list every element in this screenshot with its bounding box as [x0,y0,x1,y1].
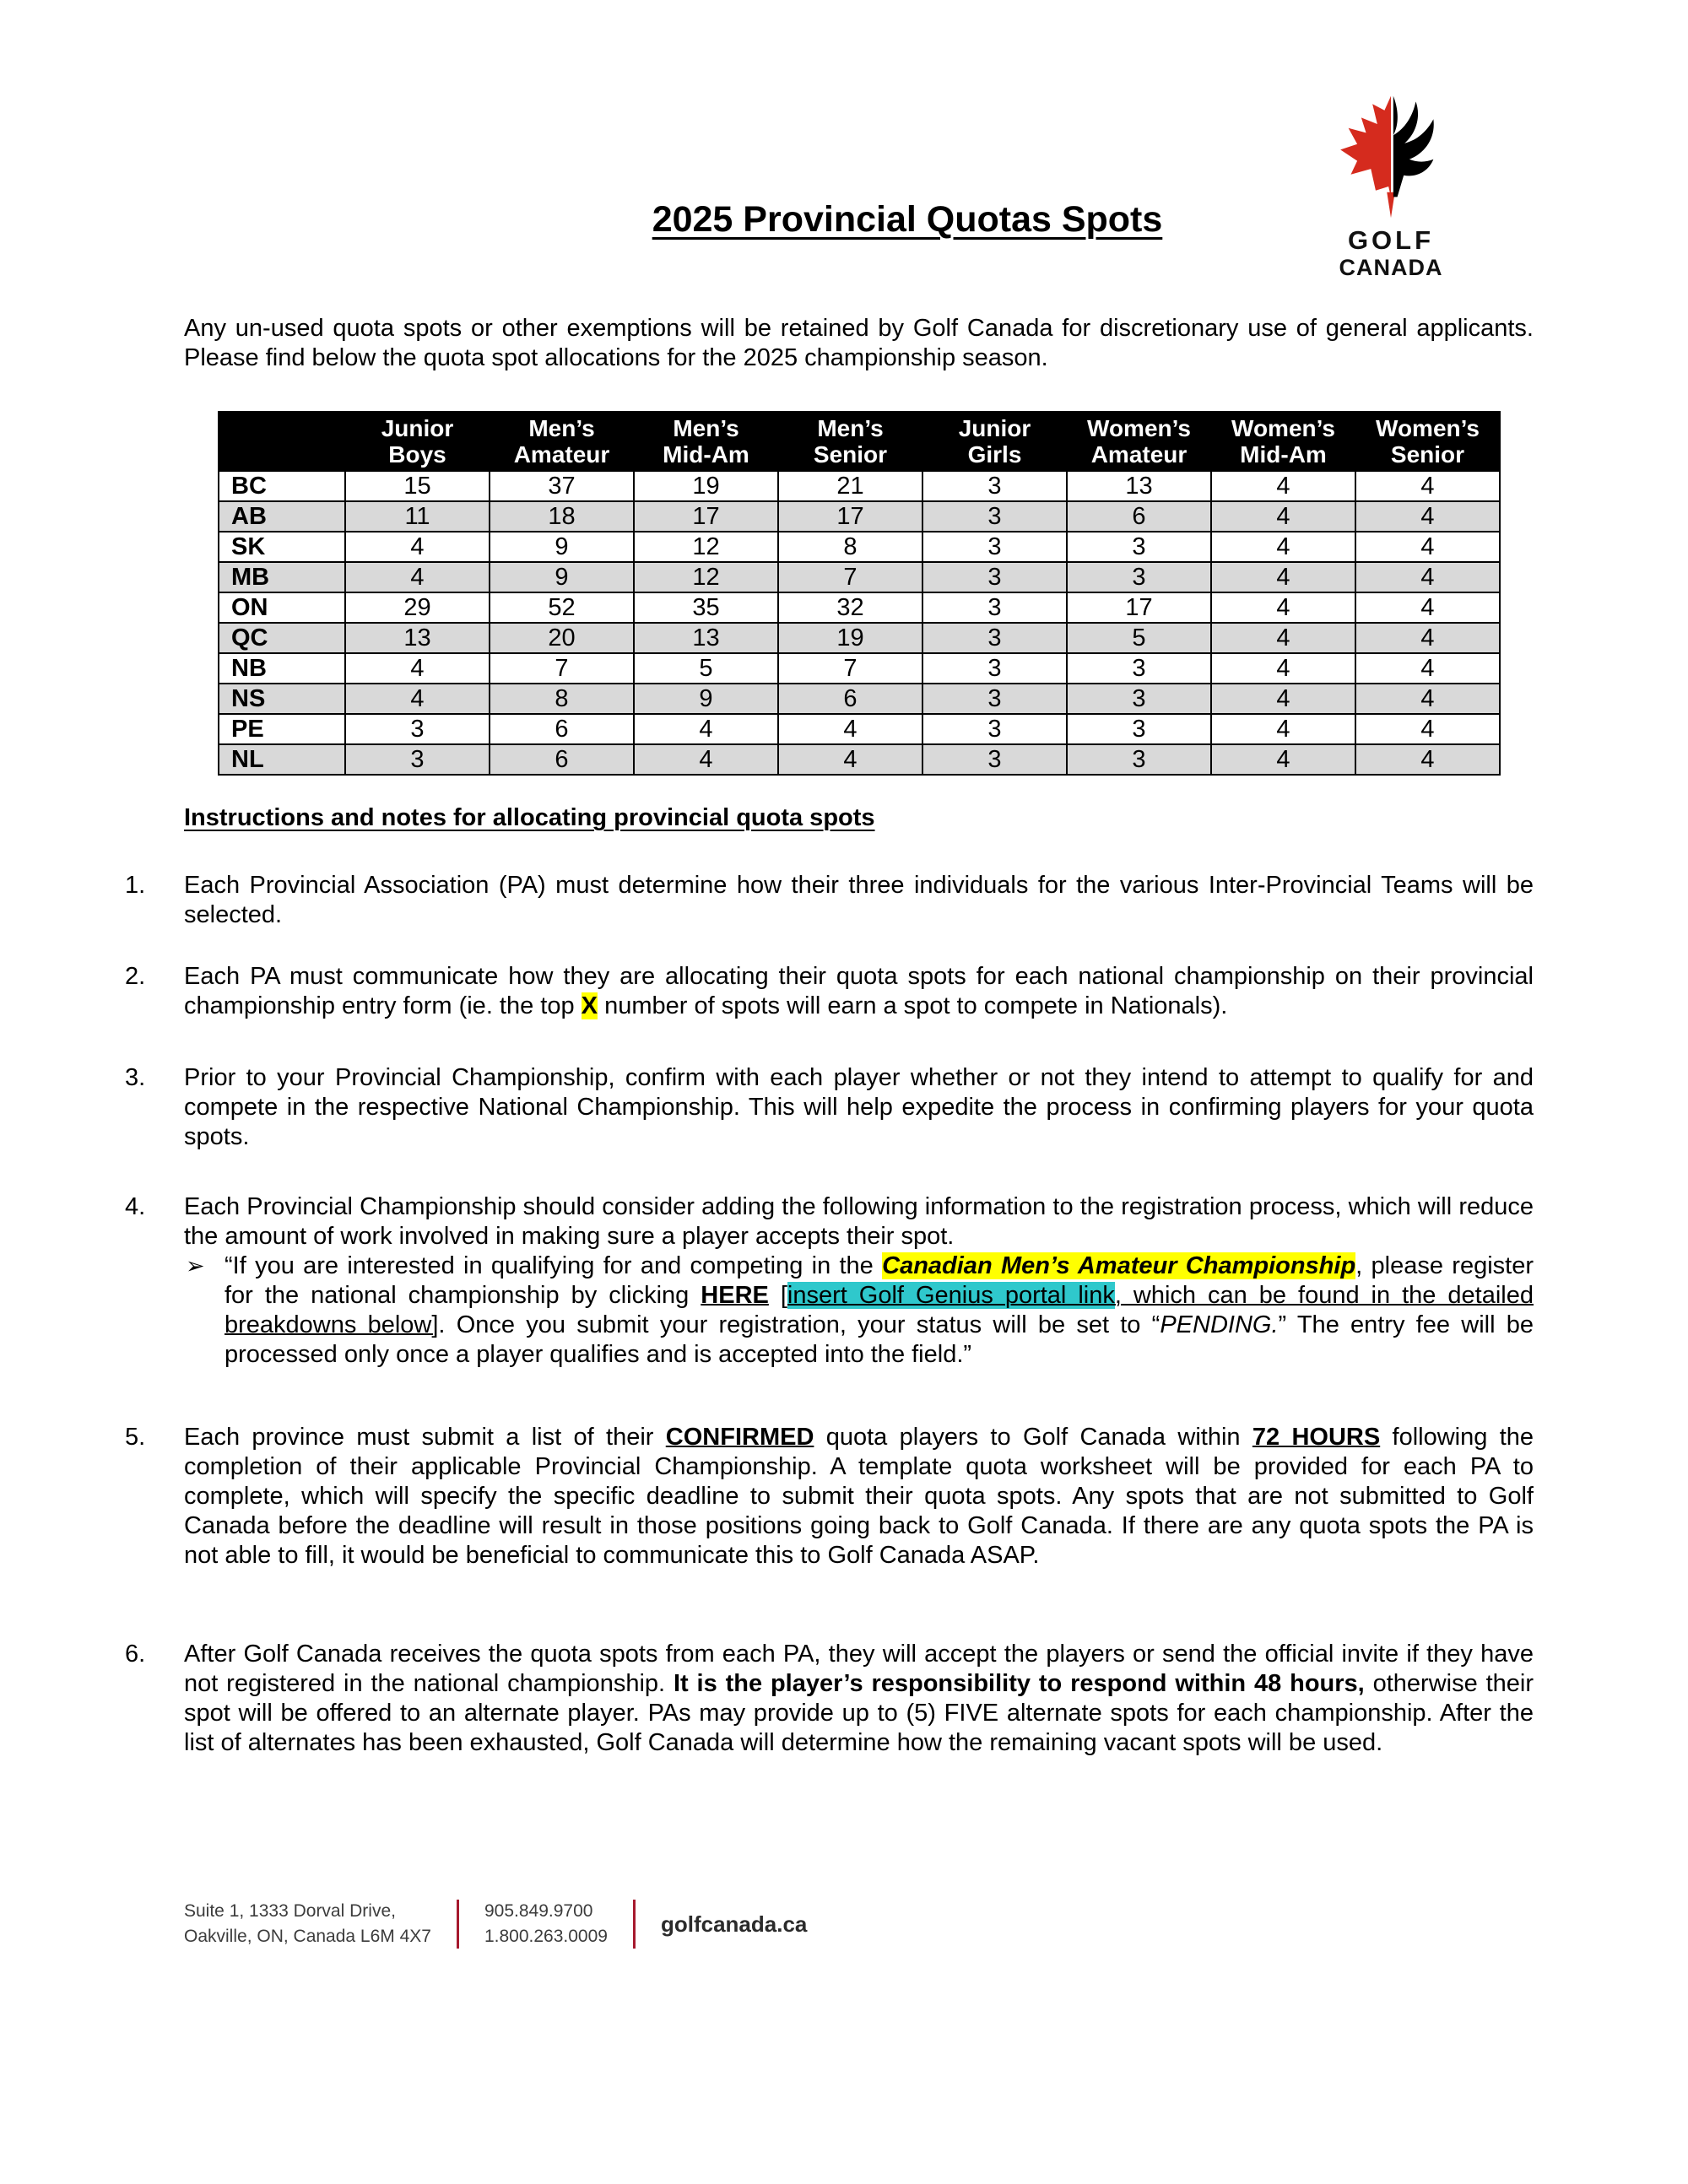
quota-cell: 4 [1211,471,1355,501]
quota-cell: 3 [345,714,490,744]
column-header: Junior Boys [345,412,490,471]
quota-table [218,411,1501,776]
text-segment: [ [768,1282,787,1309]
table-row [219,714,1500,744]
quota-cell: 18 [490,501,634,532]
text-segment: PENDING. [1160,1311,1279,1338]
instruction-item-4 [125,1192,1534,1370]
quota-cell: 20 [490,623,634,653]
item-number: 5. [125,1424,146,1451]
footer [184,1899,807,1949]
quota-cell: 4 [1211,532,1355,562]
logo-text-golf: GOLF [1347,225,1435,255]
quota-cell: 9 [490,532,634,562]
quota-cell: 6 [1067,501,1211,532]
text-segment: Each PA must communicate how they are allocating their quota spots for each national championship on their provincial championship entry form (ie. the top [184,963,1534,1019]
item-text [184,1640,1534,1758]
quota-cell: 6 [778,684,922,714]
text-segment: It is the player’s responsibility to respond within 48 hours, [673,1670,1365,1697]
quota-cell: 4 [1355,714,1500,744]
quota-cell: 9 [634,684,778,714]
text-segment: Canadian Men’s Amateur Championship [882,1252,1356,1279]
quota-cell: 32 [778,592,922,623]
text-segment: , which can be found in the detailed breakdowns below] [225,1282,1534,1338]
quota-cell: 4 [778,744,922,775]
quota-cell: 3 [1067,653,1211,684]
column-header: Men’s Amateur [490,412,634,471]
instructions-heading: Instructions and notes for allocating provincial quota spots [184,804,875,831]
quota-cell: 7 [778,562,922,592]
quota-cell: 3 [1067,532,1211,562]
quota-cell: 21 [778,471,922,501]
text-segment: Each province must submit a list of their [184,1424,666,1451]
quota-cell: 4 [1211,653,1355,684]
quota-cell: 17 [778,501,922,532]
quota-cell: 4 [345,684,490,714]
footer-divider [457,1900,459,1949]
item-number: 2. [125,963,146,990]
quota-cell: 5 [634,653,778,684]
footer-divider [633,1900,636,1949]
text-segment: Each Provincial Association (PA) must determine how their three individuals for the various Inter-Provincial Teams will be selected. [184,872,1534,928]
quota-cell: 4 [1211,501,1355,532]
footer-phone1: 905.849.9700 [484,1901,593,1921]
quota-cell: 3 [922,623,1067,653]
text-segment: “If you are interested in qualifying for and competing in the [225,1252,883,1279]
quota-cell: 7 [490,653,634,684]
quota-cell: 4 [345,653,490,684]
item-text [184,871,1534,930]
quota-cell: 4 [634,744,778,775]
quota-cell: 3 [922,501,1067,532]
text-segment: ” The entry fee will be processed only once a player qualifies and is accepted into the field.” [225,1311,1534,1368]
quota-cell: 3 [922,592,1067,623]
quota-cell: 6 [490,744,634,775]
quota-cell: 17 [634,501,778,532]
text-segment: After Golf Canada receives the quota spots from each PA, they will accept the players or send the official invite if they have not registered in the national championship. [184,1641,1534,1697]
quota-cell: 6 [490,714,634,744]
table-row [219,623,1500,653]
quota-cell: 4 [1211,562,1355,592]
quota-cell: 13 [634,623,778,653]
quota-cell: 4 [1355,532,1500,562]
province-cell: AB [219,501,345,532]
text-segment: X [581,992,598,1019]
sub-bullet-text [225,1252,1534,1368]
instruction-item-3 [125,1063,1534,1152]
quota-cell: 3 [922,653,1067,684]
quota-cell: 3 [922,562,1067,592]
text-segment: Prior to your Provincial Championship, confirm with each player whether or not they intend to attempt to qualify for and compete in the respective National Championship. This will help expedite the process in confirming players for your quota spots. [184,1064,1534,1150]
table-row [219,653,1500,684]
footer-phones [484,1899,608,1949]
golf-genius-link-placeholder[interactable]: insert Golf Genius portal link [787,1282,1115,1309]
table-header-row [219,412,1500,471]
quota-cell: 4 [634,714,778,744]
item-text [184,1192,1534,1251]
footer-address [184,1899,431,1949]
quota-cell: 4 [1355,653,1500,684]
province-cell: BC [219,471,345,501]
quota-cell: 7 [778,653,922,684]
instruction-item-2 [125,962,1534,1021]
quota-cell: 3 [1067,744,1211,775]
text-segment: following the completion of their applicable Provincial Championship. A template quota worksheet will be provided for each PA to complete, which will specify the specific deadline to submit their quota spots. Any spots that are not submitted to Golf Canada before the deadline will result in those positions going back to Golf Canada. If there are any quota spots the PA is not able to fill, it would be beneficial to communicate this to Golf Canada ASAP. [184,1424,1534,1569]
province-cell: SK [219,532,345,562]
province-cell: MB [219,562,345,592]
quota-cell: 8 [778,532,922,562]
province-cell: NB [219,653,345,684]
text-segment: quota players to Golf Canada within [814,1424,1252,1451]
table-row [219,684,1500,714]
table-row [219,501,1500,532]
footer-website[interactable]: golfcanada.ca [660,1911,808,1937]
table-row [219,744,1500,775]
quota-cell: 19 [634,471,778,501]
quota-cell: 19 [778,623,922,653]
item-4-sub-bullet [184,1251,1534,1370]
quota-cell: 12 [634,562,778,592]
quota-cell: 17 [1067,592,1211,623]
page-title: 2025 Provincial Quotas Spots [652,199,1163,240]
quota-cell: 3 [922,532,1067,562]
column-header: Women’s Amateur [1067,412,1211,471]
quota-cell: 13 [345,623,490,653]
quota-cell: 3 [1067,684,1211,714]
item-text [184,1423,1534,1570]
quota-cell: 4 [1211,592,1355,623]
quota-cell: 11 [345,501,490,532]
instruction-item-1 [125,871,1534,930]
instruction-item-6 [125,1640,1534,1758]
quota-table-body [219,471,1500,775]
text-segment: , please register for the national championship by clicking [225,1252,1534,1309]
table-row [219,471,1500,501]
quota-cell: 4 [1211,744,1355,775]
quota-cell: 4 [1211,714,1355,744]
quota-cell: 4 [1211,623,1355,653]
quota-cell: 35 [634,592,778,623]
golf-canada-logo [1307,84,1475,280]
item-number: 3. [125,1064,146,1091]
quota-cell: 4 [1211,684,1355,714]
instruction-item-5 [125,1423,1534,1570]
quota-cell: 13 [1067,471,1211,501]
logo-text-canada: CANADA [1339,255,1443,280]
item-number: 1. [125,872,146,899]
here-link[interactable]: HERE [701,1282,769,1309]
footer-address-line1: Suite 1, 1333 Dorval Drive, [184,1901,396,1921]
quota-cell: 3 [345,744,490,775]
corner-cell [219,412,345,471]
bullet-arrow-icon: ➢ [186,1253,205,1279]
column-header: Men’s Mid-Am [634,412,778,471]
quota-cell: 4 [345,532,490,562]
quota-cell: 4 [1355,562,1500,592]
quota-cell: 3 [1067,714,1211,744]
province-cell: ON [219,592,345,623]
column-header: Men’s Senior [778,412,922,471]
column-header: Junior Girls [922,412,1067,471]
quota-cell: 29 [345,592,490,623]
quota-cell: 4 [345,562,490,592]
quota-cell: 3 [1067,562,1211,592]
quota-cell: 3 [922,471,1067,501]
province-cell: NL [219,744,345,775]
text-segment: . Once you submit your registration, your status will be set to “ [438,1311,1160,1338]
text-segment: 72 HOURS [1252,1424,1381,1451]
province-cell: NS [219,684,345,714]
quota-cell: 4 [778,714,922,744]
footer-phone2: 1.800.263.0009 [484,1927,608,1946]
quota-cell: 37 [490,471,634,501]
quota-cell: 3 [922,684,1067,714]
quota-cell: 4 [1355,501,1500,532]
quota-cell: 9 [490,562,634,592]
quota-cell: 5 [1067,623,1211,653]
table-row [219,592,1500,623]
footer-address-line2: Oakville, ON, Canada L6M 4X7 [184,1927,431,1946]
quota-cell: 15 [345,471,490,501]
quota-cell: 4 [1355,592,1500,623]
text-segment: CONFIRMED [665,1424,814,1451]
quota-cell: 3 [922,714,1067,744]
quota-cell: 8 [490,684,634,714]
text-segment: otherwise their spot will be offered to an alternate player. PAs may provide up to (5) FIVE alternate spots for each championship. After the list of alternates has been exhausted, Golf Canada will determine how the remaining vacant spots will be used. [184,1670,1534,1756]
text-segment: Each Provincial Championship should consider adding the following information to the registration process, which will reduce the amount of work involved in making sure a player accepts their spot. [184,1193,1534,1250]
item-number: 6. [125,1641,146,1668]
province-cell: QC [219,623,345,653]
table-row [219,532,1500,562]
item-text [184,1063,1534,1152]
quota-cell: 4 [1355,623,1500,653]
quota-cell: 4 [1355,744,1500,775]
province-cell: PE [219,714,345,744]
item-number: 4. [125,1193,146,1220]
table-row [219,562,1500,592]
text-segment: number of spots will earn a spot to compete in Nationals). [598,992,1228,1019]
column-header: Women’s Senior [1355,412,1500,471]
quota-cell: 3 [922,744,1067,775]
quota-cell: 4 [1355,471,1500,501]
column-header: Women’s Mid-Am [1211,412,1355,471]
quota-cell: 4 [1355,684,1500,714]
quota-cell: 12 [634,532,778,562]
intro-paragraph: Any un-used quota spots or other exemptions will be retained by Golf Canada for discretionary use of general applicants. Please find below the quota spot allocations for the 2025 championship season. [184,315,1534,371]
quota-cell: 52 [490,592,634,623]
item-text [184,962,1534,1021]
